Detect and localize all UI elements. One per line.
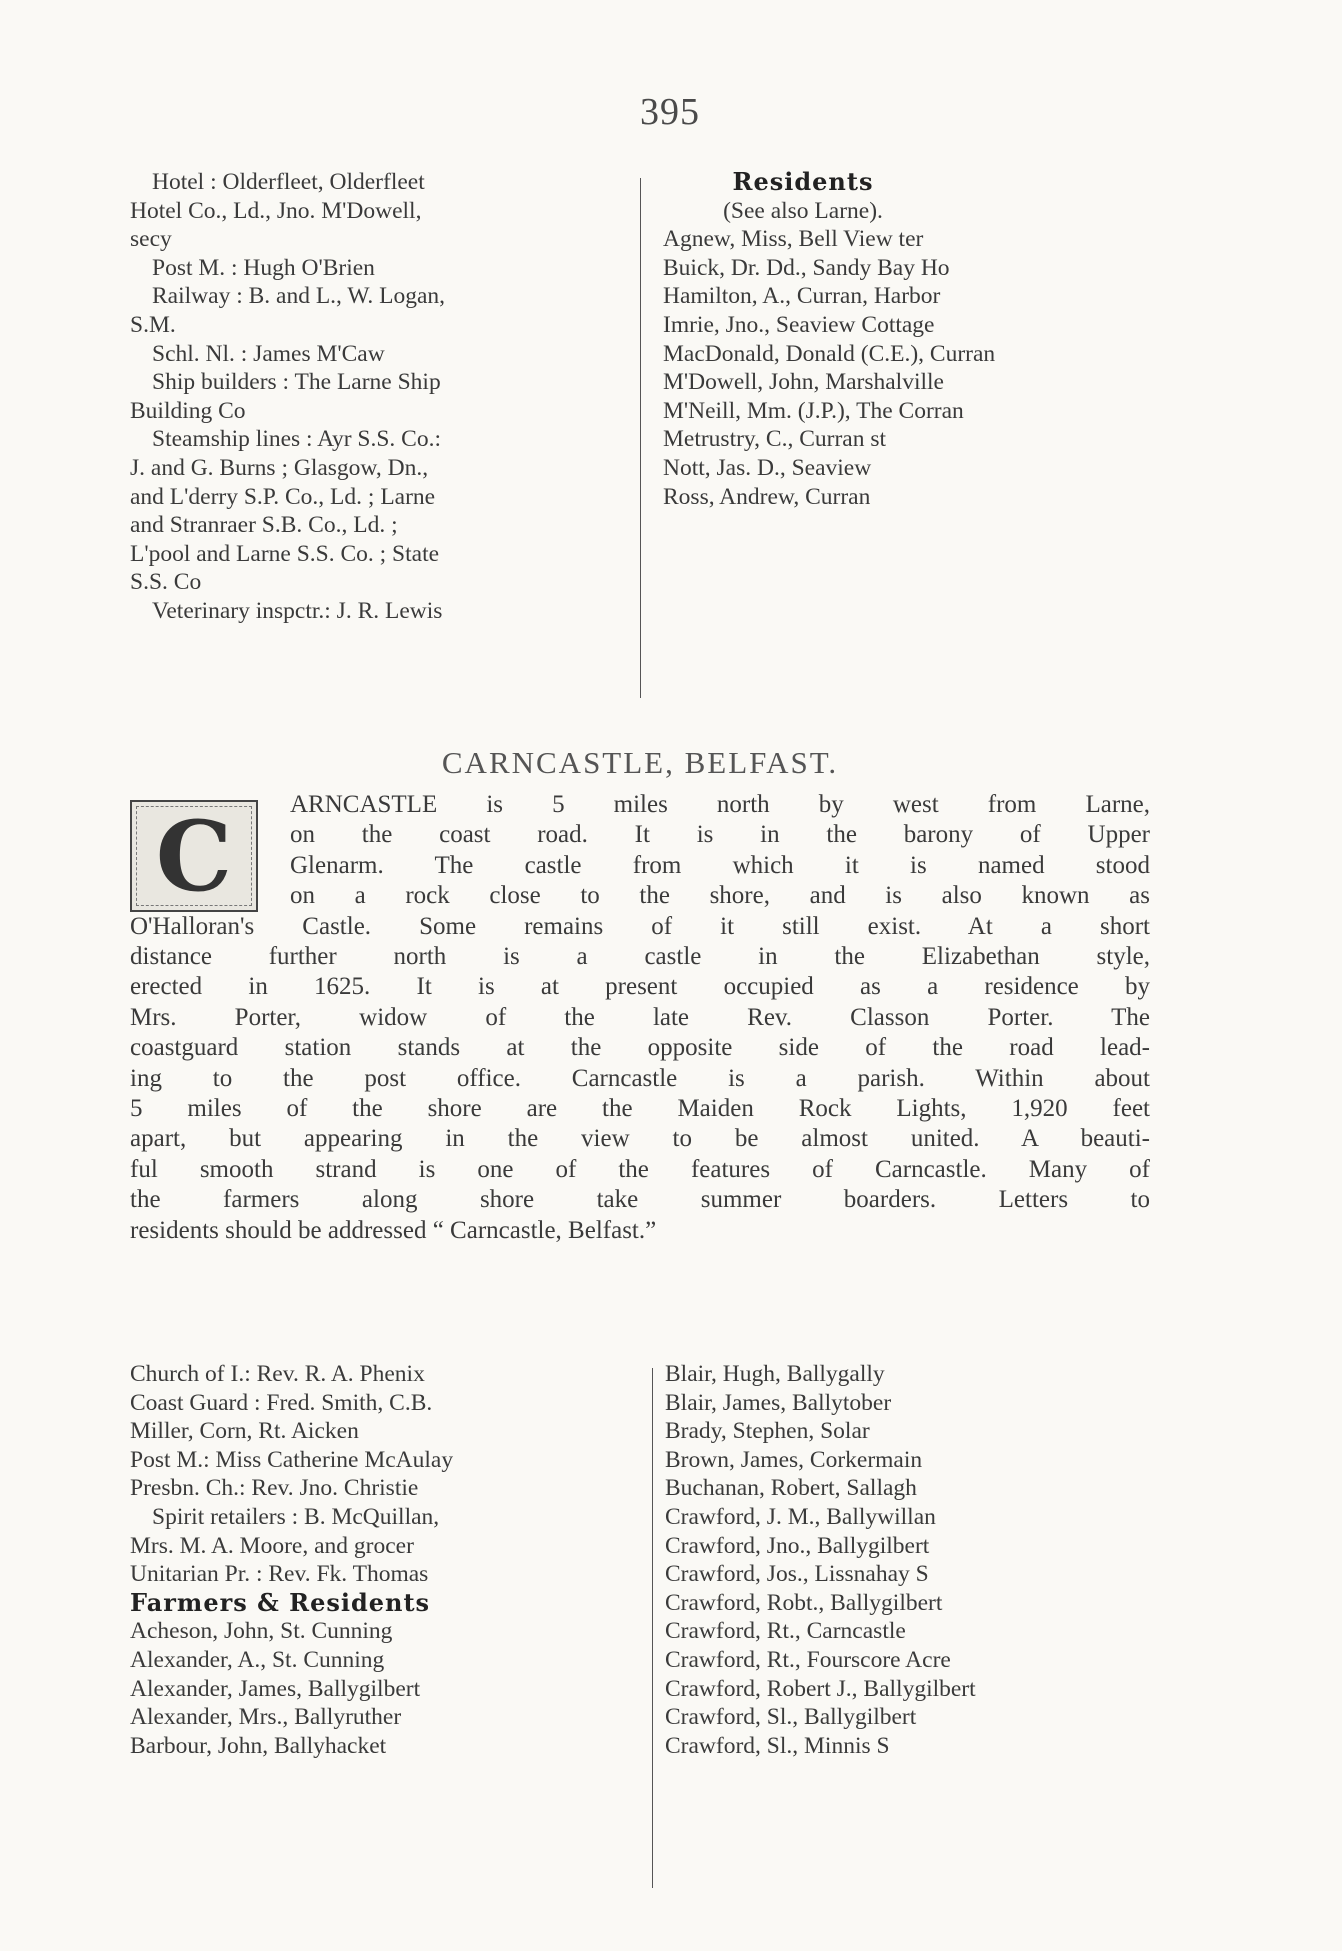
paragraph-line: O'Halloran's Castle. Some remains of it still exist. At a short [130, 912, 1150, 940]
residents-subheading: (See also Larne). [723, 197, 883, 224]
resident-entry: Alexander, James, Ballygilbert [130, 1675, 421, 1702]
paragraph-line: on a rock close to the shore, and is also known as [290, 882, 1150, 910]
resident-entry: Buick, Dr. Dd., Sandy Bay Ho [663, 254, 950, 281]
paragraph-line: the farmers along shore take summer boarders. Letters to [130, 1186, 1150, 1214]
directory-line: Presbn. Ch.: Rev. Jno. Christie [130, 1475, 419, 1502]
directory-line: Ship builders : The Larne Ship [152, 369, 441, 396]
directory-line: Steamship lines : Ayr S.S. Co.: [152, 426, 442, 453]
directory-line: J. and G. Burns ; Glasgow, Dn., [130, 454, 429, 481]
directory-line: Railway : B. and L., W. Logan, [152, 283, 446, 310]
resident-entry: Imrie, Jno., Seaview Cottage [663, 311, 935, 338]
column-divider-bottom [652, 1368, 653, 1888]
resident-entry: M'Neill, Mm. (J.P.), The Corran [663, 397, 964, 424]
description-paragraph [130, 790, 1150, 1246]
farmers-list-bottom-right [665, 1360, 1185, 1760]
directory-line: Schl. Nl. : James M'Caw [152, 340, 385, 367]
directory-line: Miller, Corn, Rt. Aicken [130, 1418, 359, 1445]
paragraph-line: 5 miles of the shore are the Maiden Rock Lights, 1,920 feet [130, 1095, 1150, 1123]
directory-line: and L'derry S.P. Co., Ld. ; Larne [130, 483, 436, 510]
resident-entry: Crawford, Rt., Fourscore Acre [665, 1646, 951, 1673]
residents-list-top-right [663, 168, 1183, 511]
resident-entry: MacDonald, Donald (C.E.), Curran [663, 340, 996, 367]
directory-bottom-left [130, 1360, 650, 1760]
paragraph-line: Glenarm. The castle from which it is named stood [290, 851, 1150, 879]
resident-entry: Metrustry, C., Curran st [663, 426, 887, 453]
paragraph-line: ing to the post office. Carncastle is a parish. Within about [130, 1064, 1150, 1092]
paragraph-line: on the coast road. It is in the barony of Upper [290, 821, 1150, 849]
resident-entry: Crawford, Robt., Ballygilbert [665, 1589, 943, 1616]
resident-entry: Brown, James, Corkermain [665, 1446, 923, 1473]
resident-entry: Crawford, J. M., Ballywillan [665, 1503, 936, 1530]
resident-entry: Blair, James, Ballytober [665, 1389, 892, 1416]
directory-line: Hotel Co., Ld., Jno. M'Dowell, [130, 197, 422, 224]
paragraph-line: ARNCASTLE is 5 miles north by west from Larne, [290, 791, 1150, 818]
paragraph-line: coastguard station stands at the opposite side of the road lead- [130, 1034, 1150, 1062]
directory-line: Unitarian Pr. : Rev. Fk. Thomas [130, 1561, 429, 1588]
resident-entry: Blair, Hugh, Ballygally [665, 1361, 885, 1387]
directory-line: Veterinary inspctr.: J. R. Lewis [152, 597, 443, 624]
directory-line: Church of I.: Rev. R. A. Phenix [130, 1361, 425, 1387]
resident-entry: Crawford, Rt., Carncastle [665, 1618, 906, 1645]
resident-entry: Crawford, Jos., Lissnahay S [665, 1561, 929, 1588]
resident-entry: Ross, Andrew, Curran [663, 483, 871, 510]
resident-entry: Barbour, John, Ballyhacket [130, 1732, 387, 1759]
directory-line: Mrs. M. A. Moore, and grocer [130, 1532, 414, 1559]
directory-line: Hotel : Olderfleet, Olderfleet [152, 169, 425, 195]
directory-line: Post M.: Miss Catherine McAulay [130, 1446, 454, 1473]
column-divider-top [640, 178, 641, 698]
directory-line: Coast Guard : Fred. Smith, C.B. [130, 1389, 433, 1416]
resident-entry: Crawford, Jno., Ballygilbert [665, 1532, 930, 1559]
paragraph-line: Mrs. Porter, widow of the late Rev. Classon Porter. The [130, 1003, 1150, 1031]
resident-entry: Buchanan, Robert, Sallagh [665, 1475, 917, 1502]
drop-cap-letter: C [155, 799, 233, 913]
farmers-residents-heading: Farmers & Residents [130, 1587, 431, 1617]
paragraph-line: ful smooth strand is one of the features of Carncastle. Many of [130, 1155, 1150, 1183]
resident-entry: Brady, Stephen, Solar [665, 1418, 870, 1445]
resident-entry: Agnew, Miss, Bell View ter [663, 226, 924, 253]
directory-line: Spirit retailers : B. McQuillan, [152, 1503, 440, 1530]
residents-heading: Residents [732, 167, 874, 196]
directory-line: and Stranraer S.B. Co., Ld. ; [130, 512, 398, 539]
directory-line: L'pool and Larne S.S. Co. ; State [130, 540, 440, 567]
paragraph-line: distance further north is a castle in the Elizabethan style, [130, 943, 1150, 971]
resident-entry: Alexander, Mrs., Ballyruther [130, 1704, 402, 1731]
directory-line: Post M. : Hugh O'Brien [152, 254, 375, 281]
directory-line: secy [130, 226, 172, 253]
trades-list-top-left [130, 168, 630, 626]
resident-entry: Crawford, Sl., Ballygilbert [665, 1704, 917, 1731]
resident-entry: Alexander, A., St. Cunning [130, 1646, 385, 1673]
resident-entry: Hamilton, A., Curran, Harbor [663, 283, 941, 310]
resident-entry: Nott, Jas. D., Seaview [663, 454, 872, 481]
page-number: 395 [640, 91, 700, 133]
paragraph-line: residents should be addressed “ Carncastle, Belfast.” [130, 1216, 657, 1244]
directory-line: S.M. [130, 311, 176, 338]
section-title: CARNCASTLE, BELFAST. [441, 745, 839, 780]
residents-entries [663, 225, 1183, 511]
resident-entry: Crawford, Robert J., Ballygilbert [665, 1675, 976, 1702]
resident-entry: M'Dowell, John, Marshalville [663, 369, 944, 396]
resident-entry: Acheson, John, St. Cunning [130, 1618, 393, 1645]
directory-line: Building Co [130, 397, 246, 424]
directory-line: S.S. Co [130, 569, 202, 596]
resident-entry: Crawford, Sl., Minnis S [665, 1732, 890, 1759]
paragraph-line: erected in 1625. It is at present occupied as a residence by [130, 973, 1150, 1001]
paragraph-line: apart, but appearing in the view to be almost united. A beauti- [130, 1125, 1150, 1153]
